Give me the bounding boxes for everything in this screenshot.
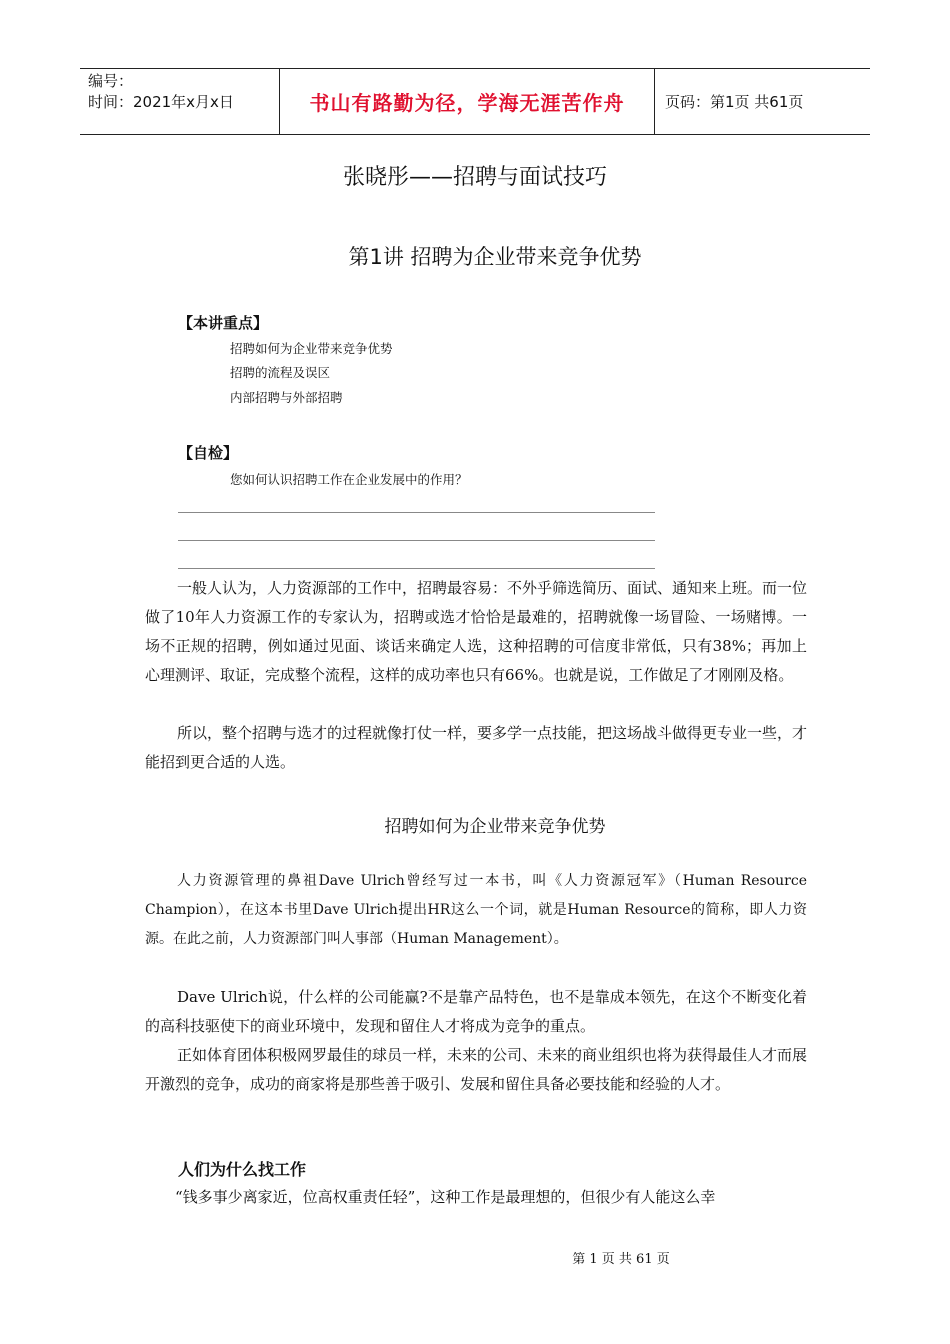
- page-footer: 第 1 页 共 61 页: [572, 1252, 670, 1267]
- intro-paragraph: 一般人认为，人力资源部的工作中，招聘最容易：不外乎筛选简历、面试、通知来上班。而一位做了10年人力资源工作的专家认为，招聘或选才恰恰是最难的，招聘就像一场冒险、一场赌博。一场不正规的招聘，例如通过见面、谈话来确定人选，这种招聘的可信度非常低，只有38%；再加上心理测评、取证，完成整个流程，这样的成功率也只有66%。也就是说，工作做足了才刚刚及格。: [145, 579, 808, 684]
- header-table: [80, 68, 870, 135]
- intro-paragraph: 所以，整个招聘与选才的过程就像打仗一样，要多学一点技能，把这场战斗做得更专业一些，才能招到更合适的人选。: [145, 724, 808, 771]
- key-point-item: 招聘如何为企业带来竞争优势: [230, 341, 393, 356]
- self-check-question: 您如何认识招聘工作在企业发展中的作用？: [230, 472, 468, 487]
- key-point-item: 内部招聘与外部招聘: [230, 390, 343, 405]
- answer-line: [178, 540, 655, 541]
- header-meta-cell: [80, 69, 280, 134]
- sub-heading: 人们为什么找工作: [178, 1160, 307, 1179]
- lecture-title: 第1讲 招聘为企业带来竞争优势: [348, 245, 642, 269]
- document-number-label: 编号：: [88, 72, 134, 90]
- self-check-label: 【自检】: [178, 444, 239, 462]
- section-paragraph: 人力资源管理的鼻祖Dave Ulrich曾经写过一本书，叫《人力资源冠军》（Human Resource Champion），在这本书里Dave Ulrich提出HR这么一个词，就是Human Resource的简称，即人力资源。在此之前，人力资源部门叫人事部（Human Management）。: [145, 873, 807, 947]
- header-page-info: 页码：第1页 共61页: [665, 93, 804, 111]
- answer-line: [178, 568, 655, 569]
- key-points-label: 【本讲重点】: [178, 314, 269, 332]
- section-paragraph: 正如体育团体积极网罗最佳的球员一样，未来的公司、未来的商业组织也将为获得最佳人才而展开激烈的竞争，成功的商家将是那些善于吸引、发展和留住具备必要技能和经验的人才。: [145, 1046, 808, 1093]
- document-title: 张晓彤——招聘与面试技巧: [342, 165, 607, 190]
- section-paragraph: Dave Ulrich说，什么样的公司能赢?不是靠产品特色，也不是靠成本领先，在这个不断变化着的高科技驱使下的商业环境中，发现和留住人才将成为竞争的重点。: [145, 988, 807, 1035]
- document-time-label: 时间：2021年x月x日: [88, 93, 234, 111]
- header-motto: 书山有路勤为径，学海无涯苦作舟: [280, 69, 655, 134]
- section-heading: 招聘如何为企业带来竞争优势: [384, 817, 606, 837]
- answer-line: [178, 512, 655, 513]
- body-paragraph: “钱多事少离家近，位高权重责任轻”，这种工作是最理想的，但很少有人能这么幸: [175, 1188, 716, 1206]
- key-point-item: 招聘的流程及误区: [230, 365, 331, 380]
